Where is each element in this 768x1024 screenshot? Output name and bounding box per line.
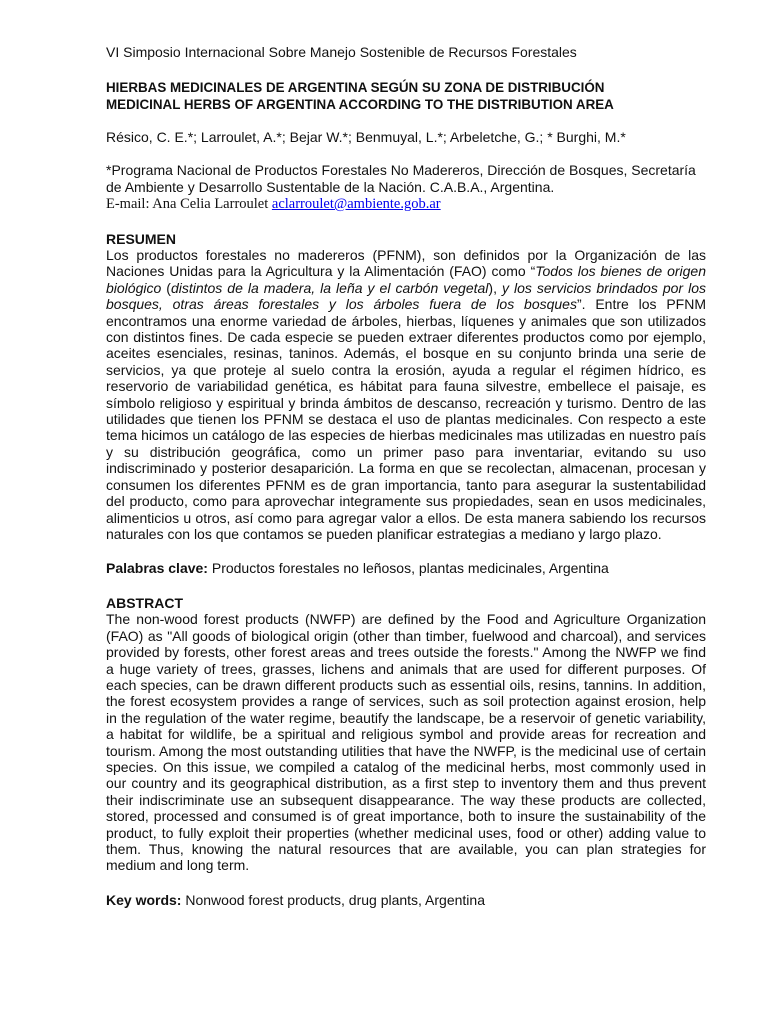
email-link[interactable]: aclarroulet@ambiente.gob.ar bbox=[271, 196, 441, 212]
email-line bbox=[106, 196, 706, 213]
resumen-heading: RESUMEN bbox=[106, 231, 177, 247]
key-words bbox=[106, 892, 706, 909]
key-words-label: Key words: bbox=[106, 891, 182, 908]
resumen-italic-1: Todos los bienes de origen biológico bbox=[106, 263, 707, 296]
resumen-italic-2: distintos de la madera, la leña y el carbón vegetal bbox=[170, 279, 489, 296]
resumen-text-4: ”. Entre los PFNM encontramos una enorme variedad de árboles, hierbas, líquenes y animales que son utilizados con distintos fines. De cada especie se pueden extraer diferentes productos como por ejemplo, aceites esenciales, resinas, taninos. Además, el bosque en su conjunto brinda una serie de servicios, ya que proteje al suelo contra la erosión, ayuda a regular el régimen hídrico, es reservorio de variabilidad genética, es hábitat para fauna silvestre, embellece el paisaje, es símbolo religioso y espiritual y brinda ámbitos de descanso, recreación y turismo. Dentro de las utilidades que tienen los PFNM se destaca el uso de plantas medicinales. Con respecto a este tema hicimos un catálogo de las especies de hierbas medicinales mas utilizadas en nuestro país y su distribución geográfica, como un primer paso para inventariar, evitando su uso indiscriminado y posterior desaparición. La forma en que se recolectan, almacenan, procesan y consumen los diferentes PFNM es de gran importancia, tanto para asegurar la sustentabilidad del producto, como para aprovechar integramente sus propiedades, sean en usos medicinales, alimenticios u otros, así como para agregar valor a ellos. De esta manera sabiendo los recursos naturales con los que contamos se pueden planificar estrategias a mediano y largo plazo. bbox=[106, 296, 706, 542]
resumen-text-3: ), bbox=[488, 279, 502, 296]
resumen-body bbox=[106, 247, 706, 542]
abstract-body: The non-wood forest products (NWFP) are defined by the Food and Agriculture Organization (FAO) as "All goods of biological origin (other than timber, fuelwood and charcoal), and services provided by forests, other forest areas and trees outside the forests." Among the NWFP we find a huge variety of trees, grasses, lichens and animals that are used for different purposes. Of each species, can be drawn different products such as essential oils, resins, tannins. In addition, the forest ecosystem provides a range of services, such as soil protection against erosion, help in the regulation of the water regime, beautify the landscape, be a reservoir of genetic variability, a habitat for wildlife, be a spiritual and religious symbol and provide areas for recreation and tourism. Among the most outstanding utilities that have the NWFP, is the medicinal use of certain species. On this issue, we compiled a catalog of the medicinal herbs, most commonly used in our country and its geographical distribution, as a first step to inventory them and thus prevent their indiscriminate use an subsequent disappearance. The way these products are collected, stored, processed and consumed is of great importance, both to insure the sustainability of the product, to fully exploit their properties (whether medicinal uses, food or other) adding value to them. Thus, knowing the natural resources that are available, you can plan strategies for medium and long term. bbox=[106, 611, 706, 874]
conference-header: VI Simposio Internacional Sobre Manejo Sostenible de Recursos Forestales bbox=[106, 44, 577, 60]
palabras-clave-label: Palabras clave: bbox=[106, 560, 208, 577]
resumen-italic-3: y los servicios brindados por los bosques, otras áreas forestales y los árboles fuera de los bosques bbox=[106, 279, 706, 313]
title-english: MEDICINAL HERBS OF ARGENTINA ACCORDING TO THE DISTRIBUTION AREA bbox=[106, 97, 614, 112]
resumen-text-1: Los productos forestales no madereros (PFNM), son definidos por la Organización de las Naciones Unidas para la Agricultura y la Alimentación (FAO) como “ bbox=[106, 247, 706, 280]
resumen-text-2: ( bbox=[161, 279, 171, 296]
email-prefix: E-mail: Ana Celia Larroulet bbox=[106, 196, 272, 212]
abstract-heading: ABSTRACT bbox=[106, 595, 183, 612]
author-list: Résico, C. E.*; Larroulet, A.*; Bejar W.*; Benmuyal, L.*; Arbeletche, G.; * Burghi, M.* bbox=[106, 129, 626, 145]
key-words-text: Nonwood forest products, drug plants, Argentina bbox=[181, 891, 485, 908]
title-spanish: HIERBAS MEDICINALES DE ARGENTINA SEGÚN SU ZONA DE DISTRIBUCIÓN bbox=[106, 80, 605, 95]
paper-title bbox=[106, 79, 706, 113]
affiliation: *Programa Nacional de Productos Forestales No Madereros, Dirección de Bosques, Secretaría de Ambiente y Desarrollo Sustentable de la Nación. C.A.B.A., Argentina. bbox=[106, 162, 696, 195]
palabras-clave-text: Productos forestales no leñosos, plantas medicinales, Argentina bbox=[207, 560, 609, 577]
palabras-clave bbox=[106, 560, 706, 577]
